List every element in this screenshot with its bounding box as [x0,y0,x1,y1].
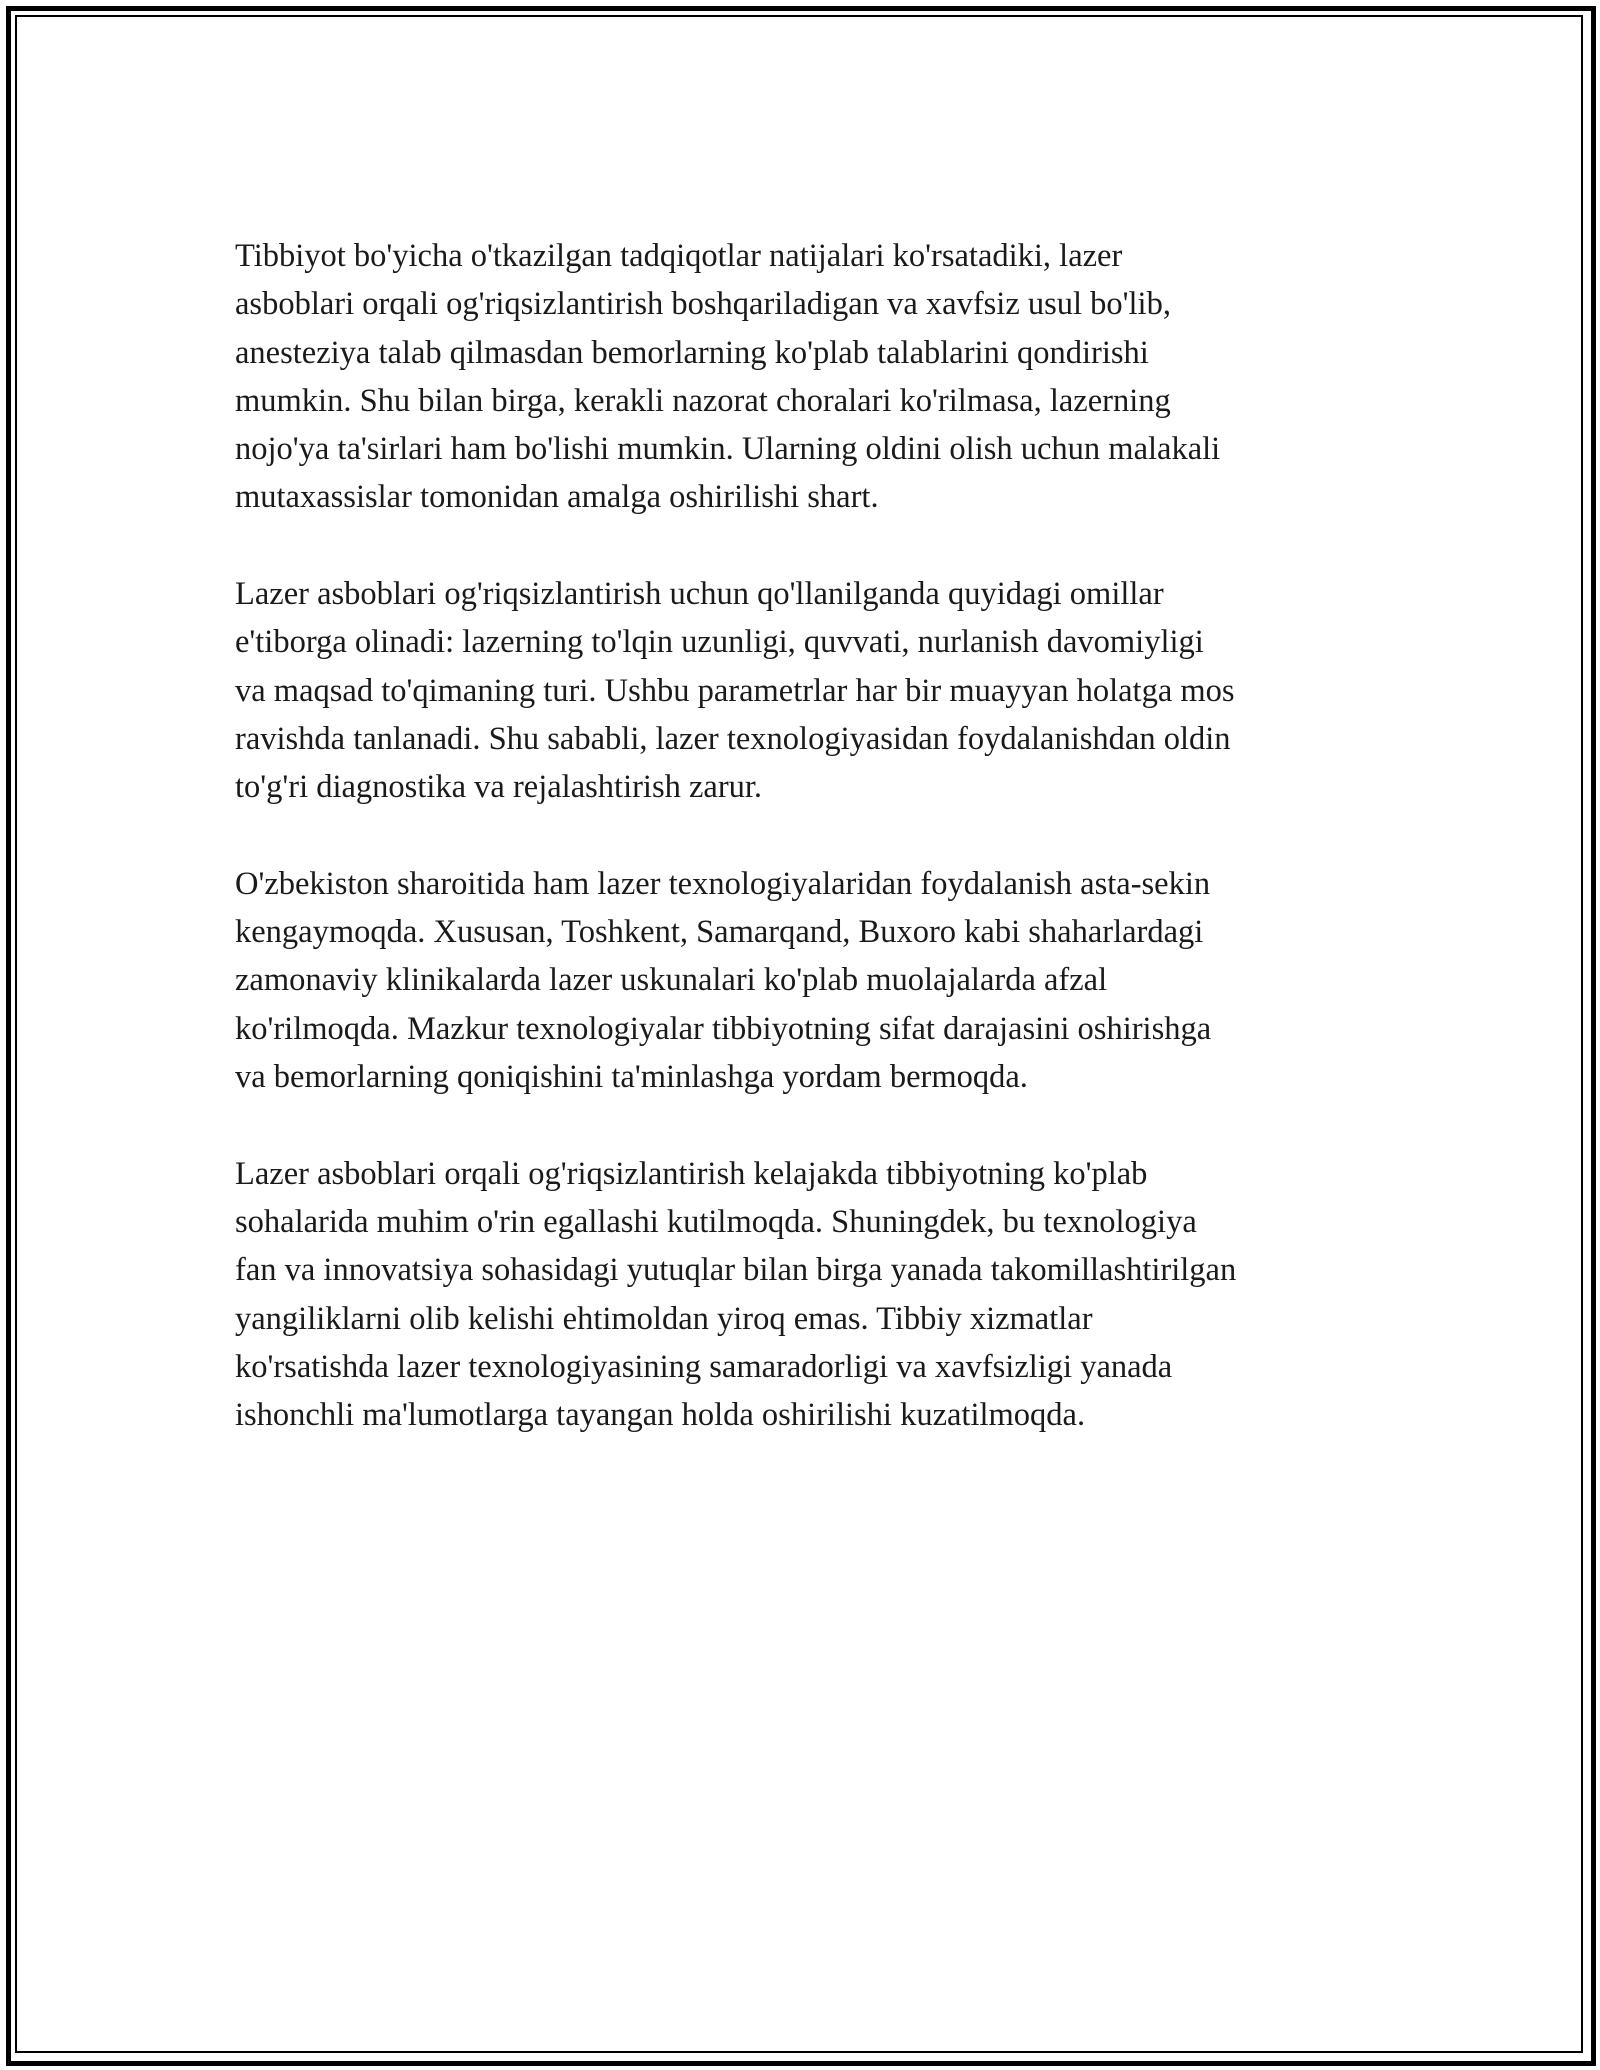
paragraph-line: asboblari orqali og'riqsizlantirish boshqariladigan va xavfsiz usul bo'lib, [235,286,1171,323]
paragraph-line: Tibbiyot bo'yicha o'tkazilgan tadqiqotlar natijalari ko'rsatadiki, lazer [235,238,1123,274]
paragraph-line: e'tiborga olinadi: lazerning to'lqin uzunligi, quvvati, nurlanish davomiyligi [235,624,1204,661]
paragraph-line: nojo'ya ta'sirlari ham bo'lishi mumkin. Ularning oldini olish uchun malakali [235,431,1221,468]
paragraph-line: va maqsad to'qimaning turi. Ushbu parametrlar har bir muayyan holatga mos [235,672,1235,709]
paragraph-line: kengaymoqda. Xususan, Toshkent, Samarqand, Buxoro kabi shaharlardagi [235,914,1204,951]
paragraph-line: ishonchli ma'lumotlarga tayangan holda oshirilishi kuzatilmoqda. [235,1397,1086,1434]
paragraph-1 [235,232,1375,522]
paragraph-line: O'zbekiston sharoitida ham lazer texnologiyalaridan foydalanish asta-sekin [235,865,1211,902]
paragraph-line: ko'rilmoqda. Mazkur texnologiyalar tibbiyotning sifat darajasini oshirishga [235,1010,1212,1047]
paragraph-line: ravishda tanlanadi. Shu sababli, lazer texnologiyasidan foydalanishdan oldin [235,720,1231,757]
paragraph-4 [235,1150,1375,1440]
paragraph-2 [235,570,1375,811]
paragraph-line: sohalarida muhim o'rin egallashi kutilmoqda. Shuningdek, bu texnologiya [235,1203,1197,1240]
paragraph-line: va bemorlarning qoniqishini ta'minlashga yordam bermoqda. [235,1059,1028,1096]
paragraph-line: to'g'ri diagnostika va rejalashtirish zarur. [235,769,763,806]
paragraph-line: ko'rsatishda lazer texnologiyasining samaradorligi va xavfsizligi yanada [235,1348,1173,1385]
paragraph-line: mutaxassislar tomonidan amalga oshirilishi shart. [235,479,879,516]
paragraph-line: Lazer asboblari orqali og'riqsizlantirish kelajakda tibbiyotning ko'plab [235,1155,1148,1192]
paragraph-line: zamonaviy klinikalarda lazer uskunalari ko'plab muolajalarda afzal [235,962,1108,999]
paragraph-line: mumkin. Shu bilan birga, kerakli nazorat choralari ko'rilmasa, lazerning [235,382,1171,419]
paragraph-line: anesteziya talab qilmasdan bemorlarning ko'plab talablarini qondirishi [235,334,1149,371]
paragraph-line: yangiliklarni olib kelishi ehtimoldan yiroq emas. Tibbiy xizmatlar [235,1300,1093,1337]
document-body [235,232,1375,1488]
paragraph-line: Lazer asboblari og'riqsizlantirish uchun qo'llanilganda quyidagi omillar [235,576,1164,613]
paragraph-3 [235,860,1375,1101]
paragraph-line: fan va innovatsiya sohasidagi yutuqlar bilan birga yanada takomillashtirilgan [235,1252,1237,1289]
